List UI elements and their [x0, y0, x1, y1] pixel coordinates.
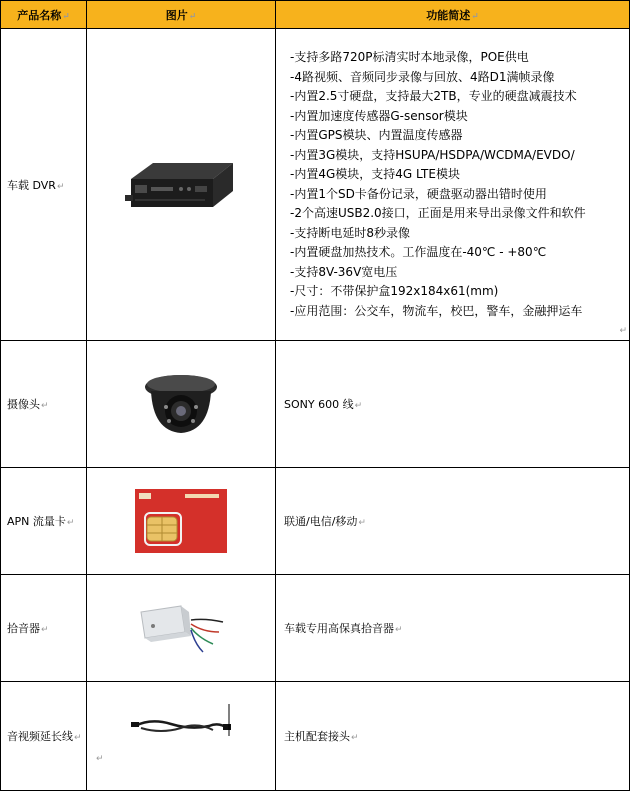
product-image-cell	[87, 29, 276, 341]
product-name-cell	[1, 575, 87, 682]
header-function-cell	[276, 1, 630, 29]
product-name-cell	[1, 341, 87, 468]
product-name: 车载 DVR	[7, 178, 56, 192]
feature-item: -4路视频、音频同步录像与回放、4路D1满帧录像	[290, 69, 555, 84]
product-function-cell	[276, 682, 630, 791]
feature-item: -2个高速USB2.0接口，正面是用来导出录像文件和软件	[290, 206, 586, 220]
product-description: 主机配套接头	[284, 730, 350, 743]
paragraph-mark: ↵	[354, 401, 363, 411]
product-function-cell	[276, 341, 630, 468]
feature-item: -应用范围：公交车，物流车，校巴，警车，金融押运车	[290, 303, 583, 318]
product-image-cell	[87, 575, 276, 682]
paragraph-mark: ↵	[351, 733, 359, 743]
table-row	[1, 29, 630, 341]
table-row	[1, 468, 630, 575]
table-header-row	[1, 1, 630, 29]
product-name: 音视频延长线	[7, 730, 73, 743]
microphone-pickup-icon	[133, 598, 229, 658]
feature-item: -内置GPS模块、内置温度传感器	[290, 128, 463, 142]
paragraph-mark: ↵	[74, 733, 82, 743]
feature-list	[276, 48, 629, 321]
feature-item: -内置2.5寸硬盘，支持最大2TB，专业的硬盘减震技术	[290, 89, 577, 103]
product-name: 摄像头	[7, 398, 40, 411]
product-name: 拾音器	[7, 622, 40, 635]
paragraph-mark: ↵	[188, 11, 197, 22]
paragraph-mark: ↵	[619, 326, 627, 336]
product-name-cell	[1, 682, 87, 791]
product-description: 联通/电信/移动	[284, 515, 358, 528]
feature-item: -内置硬盘加热技术。工作温度在-40℃ - +80℃	[290, 245, 547, 259]
feature-item: -内置加速度传感器G-sensor模块	[290, 108, 468, 123]
feature-item: -支持8V-36V宽电压	[290, 264, 398, 279]
product-name-cell	[1, 468, 87, 575]
product-function-cell	[276, 468, 630, 575]
paragraph-mark: ↵	[96, 754, 104, 764]
product-name: APN 流量卡	[7, 515, 66, 528]
header-image-label: 图片	[165, 8, 188, 22]
paragraph-mark: ↵	[62, 11, 70, 22]
dome-camera-icon	[141, 371, 221, 437]
paragraph-mark: ↵	[41, 625, 49, 635]
product-image-cell	[87, 341, 276, 468]
paragraph-mark: ↵	[56, 181, 65, 192]
table-row	[1, 575, 630, 682]
feature-item: -内置3G模块，支持HSUPA/HSDPA/WCDMA/EVDO/	[290, 147, 575, 162]
mobile-dvr-unit-icon	[121, 155, 241, 215]
product-description: SONY 600 线	[284, 398, 354, 411]
table-row	[1, 341, 630, 468]
feature-item: -支持断电延时8秒录像	[290, 225, 410, 240]
paragraph-mark: ↵	[358, 518, 366, 528]
header-name-cell	[1, 1, 87, 29]
feature-item: -内置1个SD卡备份记录，硬盘驱动器出错时使用	[290, 186, 547, 201]
product-image-cell	[87, 682, 276, 791]
product-function-cell	[276, 575, 630, 682]
header-image-cell	[87, 1, 276, 29]
header-name-label: 产品名称	[17, 8, 62, 22]
product-description: 车载专用高保真拾音器	[284, 622, 394, 635]
paragraph-mark: ↵	[41, 401, 49, 411]
product-name-cell	[1, 29, 87, 341]
paragraph-mark: ↵	[471, 11, 479, 22]
table-row	[1, 682, 630, 791]
paragraph-mark: ↵	[66, 518, 75, 528]
feature-item: -支持多路720P标清实时本地录像，POE供电	[290, 50, 529, 64]
av-extension-cable-icon	[131, 700, 231, 740]
sim-card-icon	[135, 489, 227, 553]
product-image-cell	[87, 468, 276, 575]
header-function-label: 功能简述	[426, 8, 471, 22]
paragraph-mark: ↵	[395, 625, 403, 635]
feature-item: -内置4G模块，支持4G LTE模块	[290, 167, 460, 181]
product-function-cell	[276, 29, 630, 341]
feature-item: -尺寸：不带保护盒192x184x61(mm)	[290, 284, 499, 298]
